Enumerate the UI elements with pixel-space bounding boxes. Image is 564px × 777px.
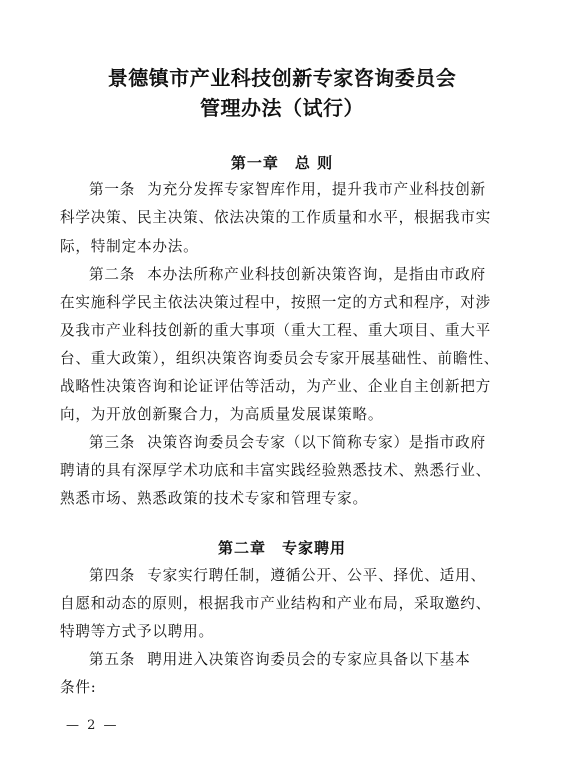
article-text: 本办法所称产业科技创新决策咨询，是指由市政府: [147, 266, 486, 283]
article-label: 第四条: [89, 567, 136, 584]
article-1-line-1: [89, 181, 507, 199]
article-1-line-3: 际，特制定本办法。: [60, 238, 199, 255]
article-4-line-3: 特聘等方式予以聘用。: [60, 623, 214, 640]
chapter-number: 第一章: [230, 154, 279, 172]
article-label: 第五条: [89, 651, 136, 668]
chapter-number: 第二章: [217, 539, 266, 557]
page-number: — 2 —: [66, 718, 119, 733]
document-title-line1: 景德镇市产业科技创新专家咨询委员会: [107, 66, 457, 90]
article-5-line-1: [89, 651, 507, 669]
article-2-line-1: [89, 266, 507, 284]
article-2-line-3: 及我市产业科技创新的重大事项（重大工程、重大项目、重大平: [60, 322, 492, 339]
article-3-line-1: [89, 434, 507, 452]
article-5-line-2: 条件:: [60, 679, 97, 696]
chapter-heading-1: [0, 152, 564, 173]
article-label: 第三条: [89, 434, 136, 451]
article-text: 决策咨询委员会专家（以下简称专家）是指市政府: [147, 434, 486, 451]
article-2-line-5: 战略性决策咨询和论证评估等活动，为产业、企业自主创新把方: [60, 378, 492, 395]
article-3-line-2: 聘请的具有深厚学术功底和丰富实践经验熟悉技术、熟悉行业、: [60, 462, 492, 479]
article-text: 专家实行聘任制，遵循公开、公平、择优、适用、: [147, 567, 486, 584]
article-2-line-4: 台、重大政策），组织决策咨询委员会专家开展基础性、前瞻性、: [60, 350, 500, 367]
article-label: 第二条: [89, 266, 136, 283]
chapter-name: 专家聘用: [282, 539, 347, 557]
article-2-line-2: 在实施科学民主依法决策过程中，按照一定的方式和程序，对涉: [60, 294, 492, 311]
article-label: 第一条: [89, 181, 136, 198]
article-1-line-2: 科学决策、民主决策、依法决策的工作质量和水平，根据我市实: [60, 209, 492, 226]
chapter-heading-2: [0, 537, 564, 558]
article-4-line-2: 自愿和动态的原则，根据我市产业结构和产业布局，采取邀约、: [60, 595, 492, 612]
article-text: 聘用进入决策咨询委员会的专家应具备以下基本: [147, 651, 471, 668]
document-title-line2: 管理办法（试行）: [200, 96, 364, 120]
article-2-line-6: 向，为开放创新聚合力，为高质量发展谋策略。: [60, 406, 384, 423]
article-4-line-1: [89, 567, 507, 585]
article-3-line-3: 熟悉市场、熟悉政策的技术专家和管理专家。: [60, 490, 368, 507]
chapter-name: 总 则: [294, 154, 334, 172]
article-text: 为充分发挥专家智库作用，提升我市产业科技创新: [147, 181, 486, 198]
